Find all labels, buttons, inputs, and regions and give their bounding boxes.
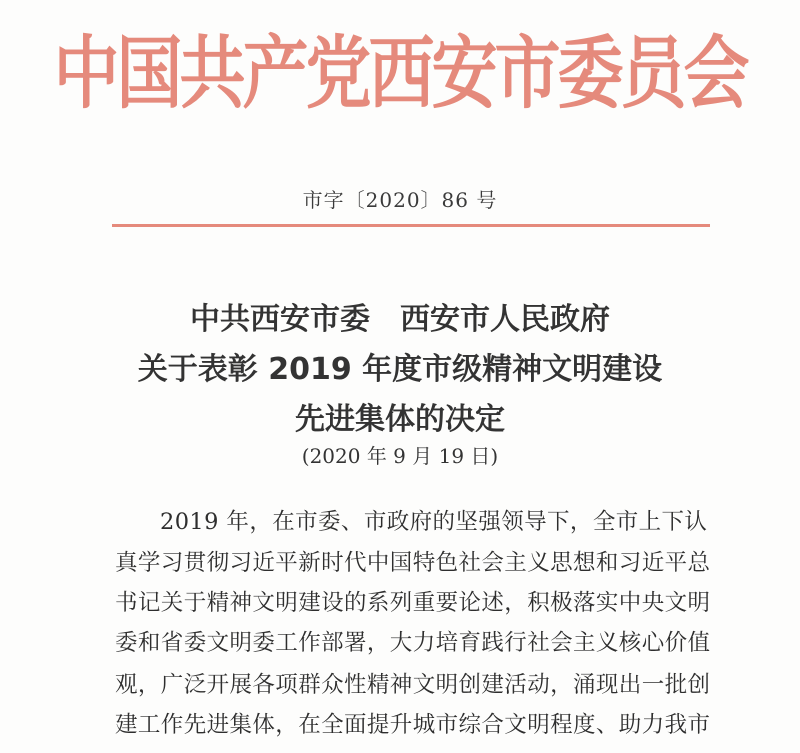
document-number: 市字〔2020〕86 号 (302, 188, 498, 212)
body-line-2: 真学习贯彻习近平新时代中国特色社会主义思想和习近平总 (115, 550, 711, 576)
red-divider (112, 224, 710, 227)
title-line-1: 中共西安市委 西安市人民政府 (190, 302, 610, 337)
title-line-3: 先进集体的决定 (295, 402, 505, 437)
body-line-1: 2019 年，在市委、市政府的坚强领导下，全市上下认 (160, 509, 708, 535)
body-line-3: 书记关于精神文明建设的系列重要论述，积极落实中央文明 (115, 590, 711, 616)
title-line-2: 关于表彰 2019 年度市级精神文明建设 (137, 352, 663, 387)
issue-date: (2020 年 9 月 19 日) (301, 444, 499, 468)
body-line-6: 建工作先进集体，在全面提升城市综合文明程度、助力我市 (115, 712, 711, 738)
issuer-header: 中国共产党西安市委员会 (53, 27, 747, 120)
body-line-5: 观，广泛开展各项群众性精神文明创建活动，涌现出一批创 (115, 672, 711, 698)
body-line-4: 委和省委文明委工作部署，大力培育践行社会主义核心价值 (115, 630, 711, 656)
